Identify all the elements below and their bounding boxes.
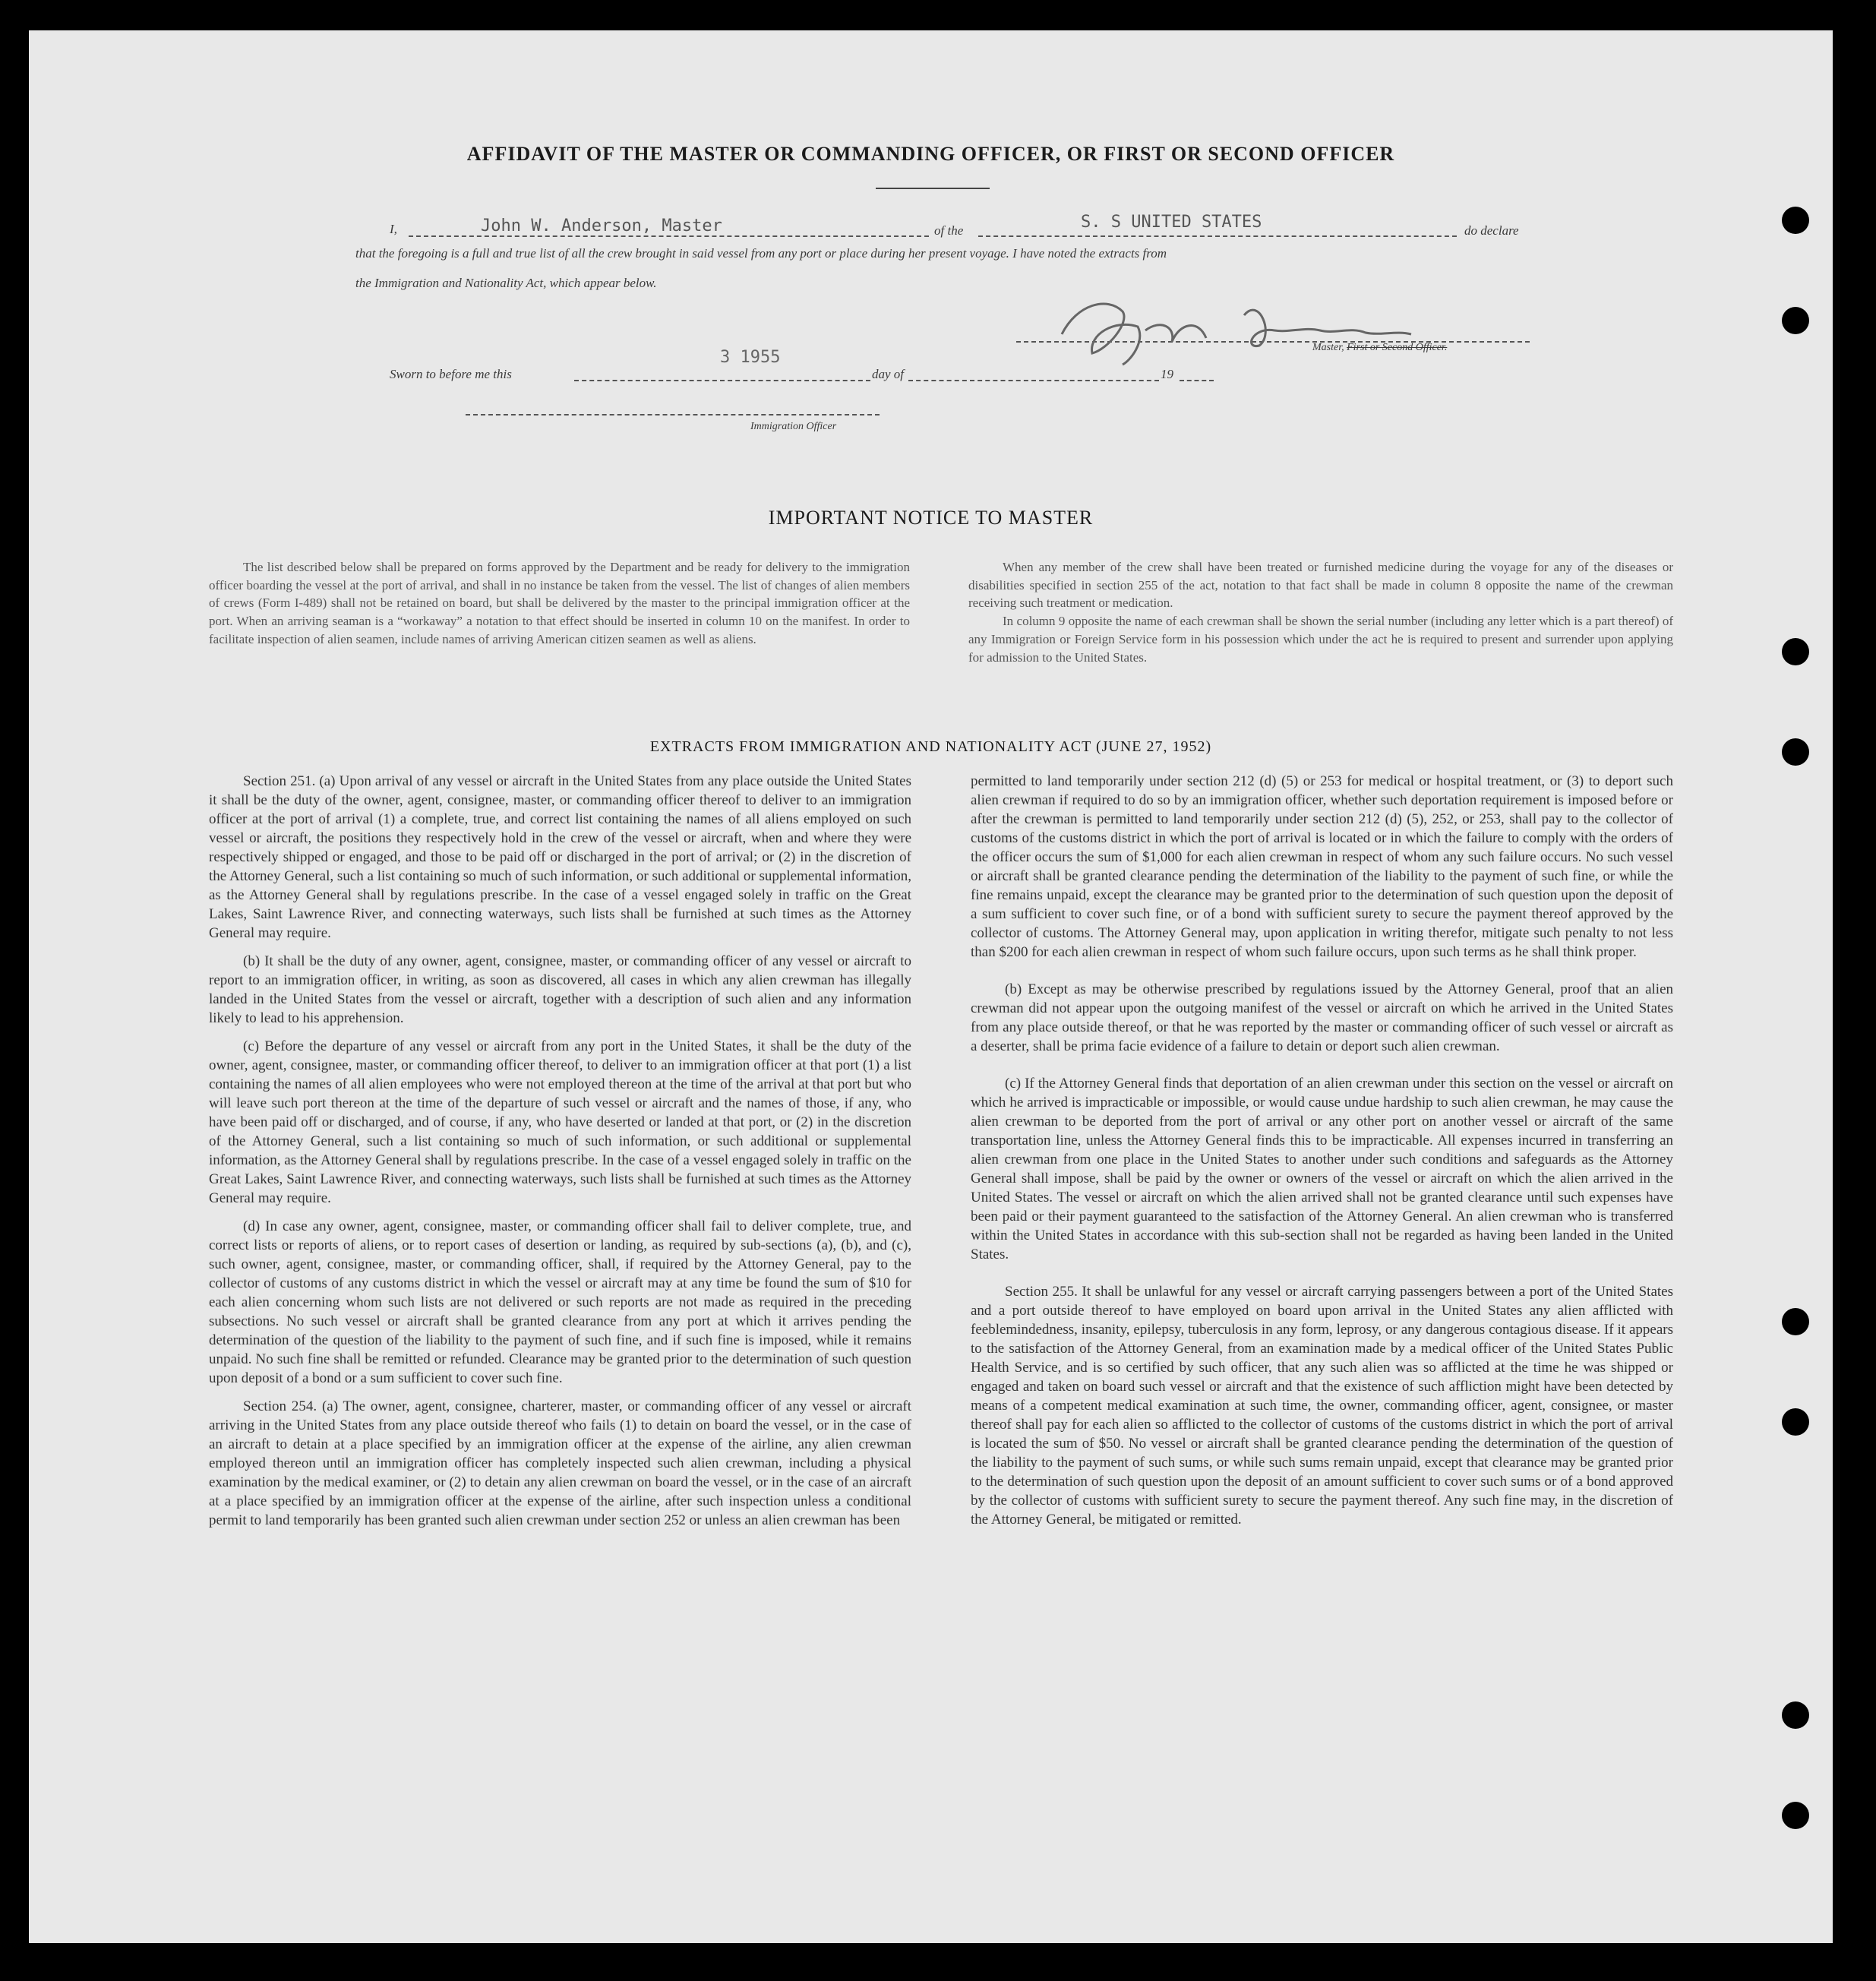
affidavit-line3: the Immigration and Nationality Act, which appear below. <box>355 276 657 290</box>
vessel-blank <box>978 235 1457 237</box>
master-signature <box>1016 289 1533 372</box>
extracts-right-column <box>971 772 1673 1538</box>
document-page <box>29 30 1833 1943</box>
do-declare-label: do declare <box>1464 223 1519 238</box>
officer-signature-blank <box>466 414 880 415</box>
notice-right-column <box>968 558 1673 666</box>
notice-left-column <box>209 558 910 649</box>
binder-hole <box>1782 307 1809 334</box>
of-the-label: of the <box>934 223 964 238</box>
section-254-b: (b) Except as may be otherwise prescribed by regulations issued by the Attorney General, proof that an alien crewman did not appear upon the outgoing manifest of the vessel or aircraft on which he arrived in the United States from any place outside thereof, or that he was reported by the master or commanding officer of such vessel or aircraft as a deserter, shall be prima facie evidence of a failure to detain or deport such alien crewman. <box>971 981 1673 1054</box>
affidavit-line2: that the foregoing is a full and true list of all the crew brought in said vessel from any port or place during her present voyage. I have noted the extracts from <box>355 246 1167 261</box>
typed-master-name: John W. Anderson, Master <box>481 216 722 235</box>
notice-title: IMPORTANT NOTICE TO MASTER <box>768 507 1094 529</box>
section-251-c: (c) Before the departure of any vessel or aircraft from any port in the United States, it shall be the duty of the owner, agent, consignee, master, or commanding officer thereof, to deliver to an immigration officer at that port (1) a list containing the names of all alien employees who were not employed thereon at the time of the arrival at that port but who will leave such port thereon at the time of the departure of such vessel or aircraft and the names of those, if any, who have been paid off or discharged, and of course, if any, who have deserted or landed at that port, or (2) in the discretion of the Attorney General, such a list containing so much of such information, or such additional or supplemental information, as the Attorney General shall by regulations prescribe. In the case of a vessel engaged solely in traffic on the Great Lakes, Saint Lawrence River, and connecting waterways, such lists shall be furnished at such times as the Attorney General may require. <box>209 1038 911 1206</box>
master-label: Master, <box>1312 342 1344 353</box>
notice-right-text-1: When any member of the crew shall have been treated or furnished medicine during the voyage for any of the diseases or disabilities specified in section 255 of the act, notation to that fact shall be made in column 8 opposite the name of the crewman receiving such treatment or medication. <box>968 560 1673 611</box>
binder-hole <box>1782 207 1809 234</box>
day-of-label: day of <box>872 367 905 381</box>
sworn-day-blank <box>574 380 870 381</box>
stamped-date: 3 1955 <box>720 348 781 367</box>
section-251-a: Section 251. (a) Upon arrival of any vessel or aircraft in the United States from any place outside the United States it shall be the duty of the owner, agent, consignee, master, or commanding officer thereof to deliver to an immigration officer at the port of arrival (1) a complete, true, and correct list containing the names of all aliens employed on such vessel or aircraft, the positions they respectively hold in the crew of the vessel or aircraft, when and where they were respectively shipped or engaged, and those to be paid off or discharged in the port of arrival; or (2) in the discretion of the Attorney General, such a list containing so much of such information, or such additional or supplemental information, as the Attorney General shall by regulations prescribe. In the case of a vessel engaged solely in traffic on the Great Lakes, Saint Lawrence River, and connecting waterways, such lists shall be furnished at such times as the Attorney General may require. <box>209 773 911 941</box>
affidavit-line1-prefix: I, <box>390 222 397 236</box>
extracts-left-column <box>209 772 911 1539</box>
binder-hole <box>1782 1308 1809 1335</box>
section-254-a: Section 254. (a) The owner, agent, consignee, charterer, master, or commanding officer of any vessel or aircraft arriving in the United States from any place outside thereof who fails (1) to detain on board the vessel, or in the case of an aircraft to detain at a place specified by an immigration officer at the expense of the airline, any alien crewman employed thereon until an immigration officer has completely inspected such alien crewman, including a physical examination by the medical examiner, or (2) to detain any alien crewman on board the vessel, or in the case of an aircraft at a place specified by an immigration officer at the expense of the airline, after such inspection unless a conditional permit to land temporarily has been granted such alien crewman under section 252 or unless an alien crewman has been <box>209 1398 911 1528</box>
affidavit-title: AFFIDAVIT OF THE MASTER OR COMMANDING OFFICER, OR FIRST OR SECOND OFFICER <box>466 143 1395 165</box>
section-254-c: (c) If the Attorney General finds that deportation of an alien crewman under this section on the vessel or aircraft on which he arrived is impracticable or impossible, or would cause undue hardship to such alien crewman, he may cause the alien crewman to be deported from the port of arrival or any other port on another vessel or aircraft of the same transportation line, unless the Attorney General finds this to be impracticable. All expenses incurred in transferring an alien crewman from one place in the United States to another under such conditions and safeguards as the Attorney General shall impose, shall be paid by the owner or owners of the vessel or aircraft on which the alien arrived in the United States. The vessel or aircraft on which the alien arrived shall not be granted clearance until such expenses have been paid or their payment guaranteed to the satisfaction of the Attorney General. An alien crewman who is transferred within the United States in accordance with this sub-section shall not be regarded as having been landed in the United States. <box>971 1076 1673 1262</box>
typed-vessel-name: S. S UNITED STATES <box>1081 213 1262 232</box>
binder-hole <box>1782 738 1809 766</box>
year-blank <box>1180 380 1214 381</box>
binder-hole <box>1782 638 1809 665</box>
binder-hole <box>1782 1802 1809 1829</box>
struck-officer-label: First or Second Officer. <box>1347 342 1448 353</box>
year-prefix: 19 <box>1161 367 1173 381</box>
binder-hole <box>1782 1408 1809 1436</box>
notice-right-text-2: In column 9 opposite the name of each crewman shall be shown the serial number (including any letter which is a part thereof) of any Immigration or Foreign Service form in his possession which under the act he is required to present and surrender upon applying for admission to the United States. <box>968 614 1673 665</box>
section-251-b: (b) It shall be the duty of any owner, agent, consignee, master, or commanding officer of any vessel or aircraft to report to an immigration officer, in writing, as soon as discovered, all cases in which any alien crewman has illegally landed in the United States from the vessel or aircraft, together with a description of such alien and any information likely to lead to his apprehension. <box>209 953 911 1026</box>
notice-left-text: The list described below shall be prepared on forms approved by the Department and be ready for delivery to the immigration officer boarding the vessel at the port of arrival, and shall in no instance be taken from the vessel. The list of changes of alien members of crews (Form I-489) shall not be retained on board, but shall be delivered by the master to the principal immigration officer at the port. When an arriving seaman is a “workaway” a notation to that effect should be inserted in column 10 on the manifest. In order to facilitate inspection of alien seamen, include names of arriving American citizen seamen as well as aliens. <box>209 560 910 646</box>
title-divider <box>876 188 990 189</box>
section-251-d: (d) In case any owner, agent, consignee, master, or commanding officer shall fail to deliver complete, true, and correct lists or reports of aliens, or to report cases of desertion or landing, as required by sub-sections (a), (b), and (c), such owner, agent, consignee, master, or commanding officer, shall, if required by the Attorney General, pay to the collector of customs of any customs district in which the vessel or aircraft may at any time be found the sum of $10 for each alien concerning whom such lists are not delivered or such reports are not made as required in the preceding subsections. No such vessel or aircraft shall be granted clearance from any port at which it arrives pending the determination of the question of the liability to the payment of such fine, and if such fine is imposed, while it remains unpaid. No such fine shall be remitted or refunded. Clearance may be granted prior to the determination of such question upon deposit of a bond or a sum sufficient to cover such fine. <box>209 1218 911 1386</box>
binder-hole <box>1782 1701 1809 1729</box>
name-blank <box>409 235 929 237</box>
extracts-title: EXTRACTS FROM IMMIGRATION AND NATIONALITY ACT (JUNE 27, 1952) <box>649 738 1212 755</box>
section-254-a-continued: permitted to land temporarily under section 212 (d) (5) or 253 for medical or hospital treatment, or (3) to deport such alien crewman if required to do so by an immigration officer, whether such deportation requirement is imposed before or after the crewman is permitted to land temporarily under section 212 (d) (5), 252, or 253, shall pay to the collector of customs of the customs district in which the port of arrival is located or in which the failure to comply with the orders of the officer occurs the sum of $1,000 for each alien crewman in respect of whom any such failure occurs. No such vessel or aircraft shall be granted clearance pending the determination of the liability to the payment of such fine, or while the fine remains unpaid, except the clearance may be granted prior to the determination of such question upon the deposit of a sum sufficient to cover such fine, or of a bond with sufficient surety to secure the payment thereof approved by the collector of customs. The Attorney General may, upon application in writing therefor, mitigate such penalty to not less than $200 for each alien crewman in respect of whom such failure occurs, upon such terms as he shall think proper. <box>971 773 1673 960</box>
immigration-officer-label: Immigration Officer <box>750 421 837 432</box>
section-255: Section 255. It shall be unlawful for any vessel or aircraft carrying passengers between a port of the United States and a port outside thereof to have employed on board upon arrival in the United States any alien afflicted with feeblemindedness, insanity, epilepsy, tuberculosis in any form, leprosy, or any dangerous contagious disease. If it appears to the satisfaction of the Attorney General, from an examination made by a medical officer of the United States Public Health Service, and is so certified by such officer, that any such alien was so afflicted at the time he was shipped or engaged and taken on board such vessel or aircraft and that the existence of such affliction might have been detected by means of a competent medical examination at such time, the owner, commanding officer, agent, consignee, or master thereof shall pay for each alien so afflicted to the collector of customs of the customs district in which the port of arrival is located the sum of $50. No vessel or aircraft shall be granted clearance pending the determination of the question of the liability to the payment of such sums, or while such sums remain unpaid, except that clearance may be granted prior to the determination of such question upon the deposit of an amount sufficient to cover such sums or of a bond approved by the collector of customs with sufficient surety to secure the payment thereof. Any such fine may, in the discretion of the Attorney General, be mitigated or remitted. <box>971 1284 1673 1528</box>
month-blank <box>908 380 1159 381</box>
sworn-label: Sworn to before me this <box>390 367 512 381</box>
